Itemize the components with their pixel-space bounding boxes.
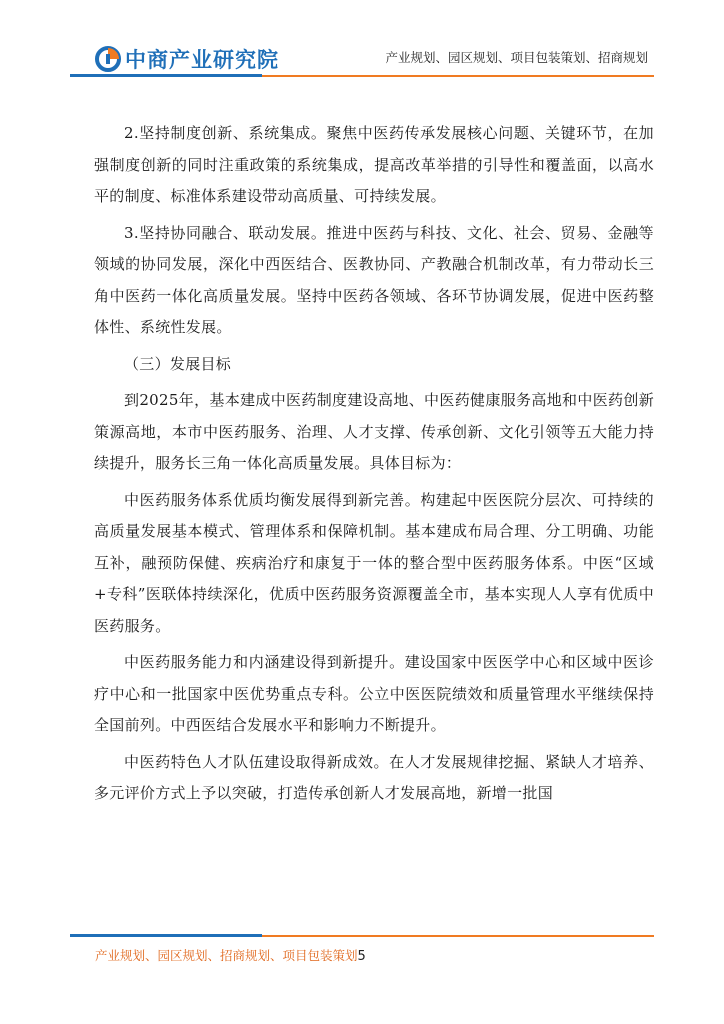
paragraph-principle-3: 3.坚持协同融合、联动发展。推进中医药与科技、文化、社会、贸易、金融等领域的协同发展，深化中西医结合、医教协同、产教融合机制改革，有力带动长三角中医药一体化高质量发展。坚持中医药各领域、各环节协调发展，促进中医药整体性、系统性发展。 [94,223,654,336]
footer-text: 产业规划、园区规划、招商规划、项目包装策划 [95,948,358,963]
paragraph-service-system: 中医药服务体系优质均衡发展得到新完善。构建起中医医院分层次、可持续的高质量发展基本模式、管理体系和保障机制。基本建成布局合理、分工明确、功能互补，融预防保健、疾病治疗和康复于一体的整合型中医药服务体系。中医“区域+专科”医联体持续深化，优质中医药服务资源覆盖全市，基本实现人人享有优质中医药服务。 [94,490,654,635]
paragraph-principle-2: 2.坚持制度创新、系统集成。聚焦中医药传承发展核心问题、关键环节，在加强制度创新的同时注重政策的系统集成，提高改革举措的引导性和覆盖面，以高水平的制度、标准体系建设带动高质量、可持续发展。 [94,124,654,205]
header-tagline: 产业规划、园区规划、项目包装策划、招商规划 [385,50,648,65]
paragraph-talent: 中医药特色人才队伍建设取得新成效。在人才发展规律挖掘、紧缺人才培养、多元评价方式上予以突破，打造传承创新人才发展高地，新增一批国 [94,752,654,802]
header-divider-blue [70,74,262,77]
logo-text: 中商产业研究院 [125,48,279,72]
footer-divider-orange [262,935,654,937]
header-divider-orange [262,75,654,77]
footer-divider-blue [70,934,262,937]
section-heading-goals: （三）发展目标 [124,354,232,373]
page-header [0,0,724,80]
page-number: 5 [357,949,366,964]
page-footer [95,946,366,964]
document-body [94,118,654,810]
paragraph-service-capacity: 中医药服务能力和内涵建设得到新提升。建设国家中医医学中心和区域中医诊疗中心和一批国家中医优势重点专科。公立中医医院绩效和质量管理水平继续保持全国前列。中西医结合发展水平和影响力不断提升。 [94,653,654,734]
logo [95,44,279,74]
chinacir-logo-icon [95,46,121,72]
paragraph-goals-intro: 到2025年，基本建成中医药制度建设高地、中医药健康服务高地和中医药创新策源高地，本市中医药服务、治理、人才支撑、传承创新、文化引领等五大能力持续提升，服务长三角一体化高质量发展。具体目标为： [94,391,654,472]
